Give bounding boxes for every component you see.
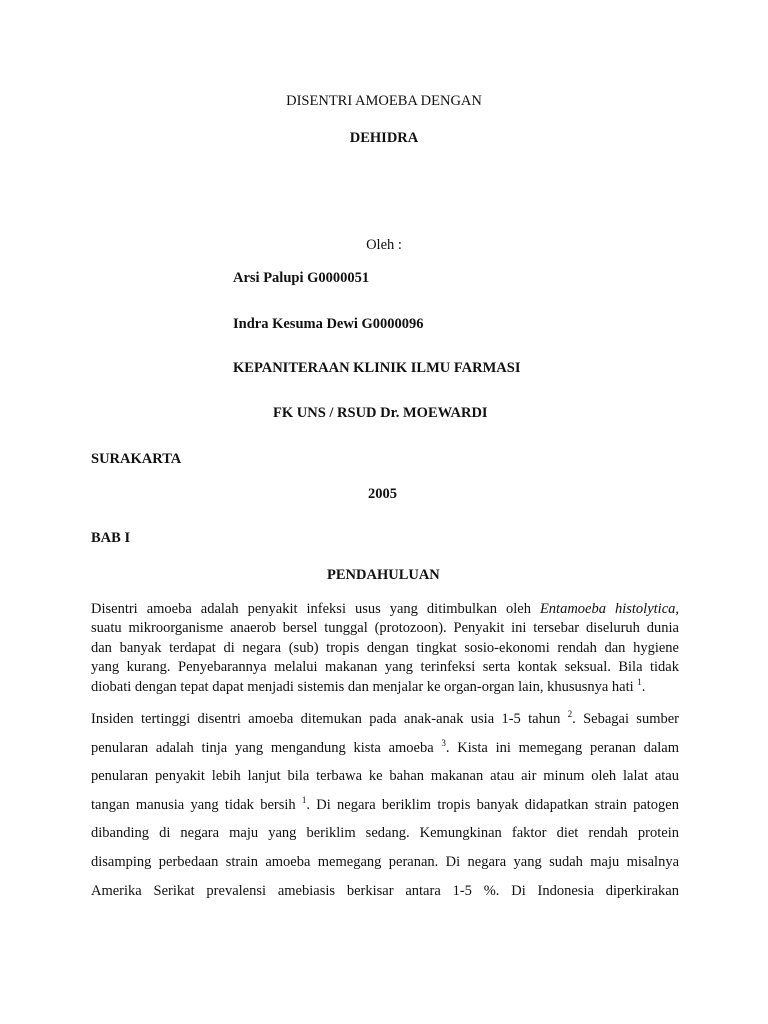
author-1: Arsi Palupi G0000051 xyxy=(233,270,370,286)
by-label: Oleh : xyxy=(366,237,402,253)
text-run: penularan adalah tinja yang mengandung kista amoeba xyxy=(91,739,442,756)
paragraph-line: Amerika Serikat prevalensi amebiasis berkisar antara 1-5 %. Di Indonesia diperkirakan xyxy=(91,882,679,899)
text-run: . xyxy=(641,678,646,695)
text-run: Disentri amoeba adalah penyakit infeksi usus yang ditimbulkan oleh xyxy=(91,601,540,617)
title-line-2: DEHIDRA xyxy=(349,130,419,146)
text-run: . Sebagai sumber xyxy=(572,711,679,727)
institution: FK UNS / RSUD Dr. MOEWARDI xyxy=(273,405,488,421)
paragraph-line xyxy=(91,705,679,734)
text-run: . Kista ini memegang peranan dalam xyxy=(445,739,679,756)
paragraph-line: dibanding di negara maju yang beriklim sedang. Kemungkinan faktor diet rendah protein xyxy=(91,825,679,842)
chapter-title: PENDAHULUAN xyxy=(327,567,440,583)
chapter-number: BAB I xyxy=(91,530,131,546)
text-run: Insiden tertinggi disentri amoeba ditemukan pada anak-anak usia 1-5 tahun xyxy=(91,711,568,727)
paragraph-line xyxy=(91,734,679,763)
paragraph-line: dan banyak terdapat di negara (sub) tropis dengan tingkat sosio-ekonomi rendah dan hygiene xyxy=(91,639,679,656)
department: KEPANITERAAN KLINIK ILMU FARMASI xyxy=(233,360,521,376)
citation-superscript: 1 xyxy=(637,676,642,687)
text-run: . Di negara beriklim tropis banyak didapatkan strain patogen xyxy=(306,796,679,813)
text-run: tangan manusia yang tidak bersih xyxy=(91,796,302,813)
title-line-1: DISENTRI AMOEBA DENGAN xyxy=(286,93,482,109)
year: 2005 xyxy=(368,486,397,502)
paragraph-line: penularan penyakit lebih lanjut bila terbawa ke bahan makanan atau air minum oleh lalat atau xyxy=(91,768,679,785)
text-run: diobati dengan tepat dapat menjadi sistemis dan menjalar ke organ-organ lain, khususnya hati xyxy=(91,678,638,695)
paragraph-line xyxy=(91,791,679,820)
paragraph-line: yang kurang. Penyebarannya melalui makanan yang terinfeksi serta kontak seksual. Bila tidak xyxy=(91,659,679,676)
citation-superscript: 2 xyxy=(567,709,573,719)
paragraph-line xyxy=(91,600,679,619)
author-2: Indra Kesuma Dewi G0000096 xyxy=(233,316,424,332)
citation-superscript: 1 xyxy=(301,794,307,805)
italic-term: Entamoeba histolytica xyxy=(539,601,676,617)
paragraph-line: disamping perbedaan strain amoeba memegang peranan. Di negara yang sudah maju misalnya xyxy=(91,853,679,870)
paragraph-2 xyxy=(91,705,679,905)
paragraph-1 xyxy=(91,600,679,697)
text-run: , xyxy=(675,601,680,617)
citation-superscript: 3 xyxy=(441,737,446,748)
paragraph-line xyxy=(91,678,679,697)
city: SURAKARTA xyxy=(91,451,182,467)
paragraph-line: suatu mikroorganisme anaerob bersel tunggal (protozoon). Penyakit ini tersebar diseluruh dunia xyxy=(91,620,679,637)
